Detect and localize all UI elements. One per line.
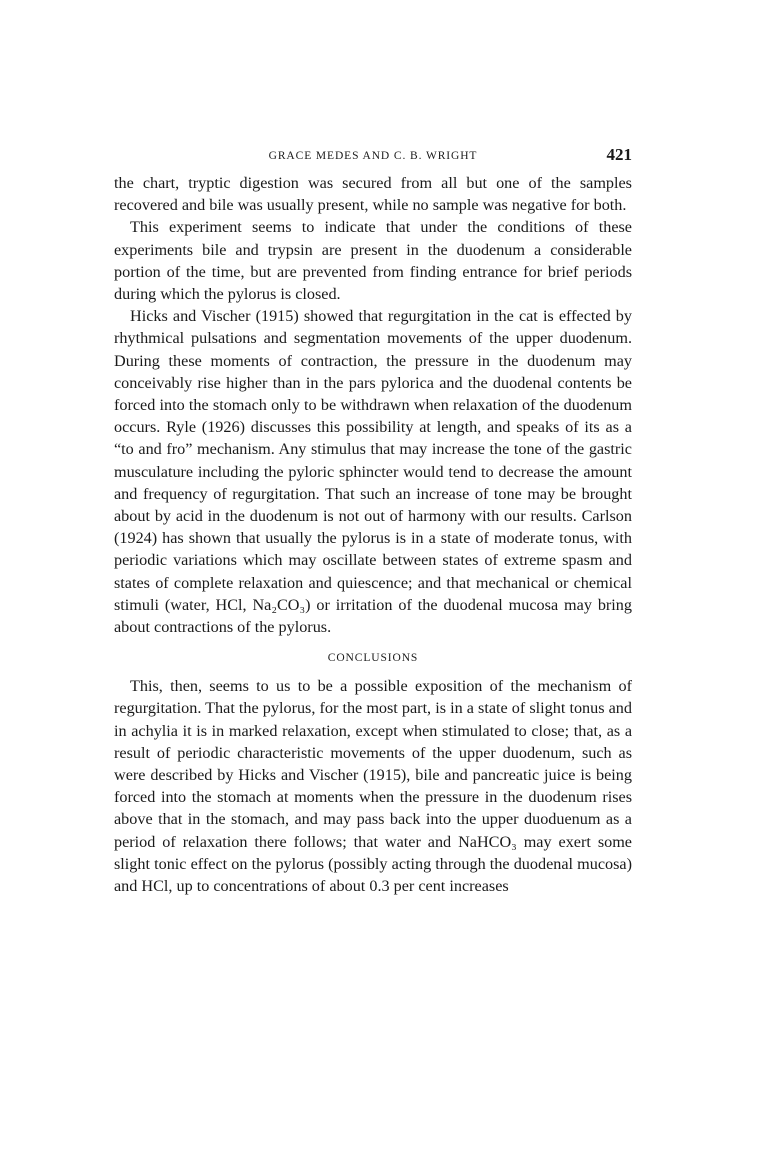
- paragraph-conclusions: This, then, seems to us to be a possible exposition of the mechanism of regurgitation. That the pylorus, for the most part, is in a state of slight tonus and in achylia it is in marked relaxation, except when stimulated to close; that, as a result of periodic characteristic movements of the upper duodenum, such as were described by Hicks and Vischer (1915), bile and pancreatic juice is being forced into the stomach at moments when the pressure in the duodenum rises above that in the stomach, and may pass back into the upper duoduenum as a period of relaxation there follows; that water and NaHCO₃ may exert some slight tonic effect on the pylorus (possibly acting through the duodenal mucosa) and HCl, up to concentrations of about 0.3 per cent increases: [114, 677, 632, 896]
- body-text: [114, 172, 632, 897]
- paragraph-regurgitation: Hicks and Vischer (1915) showed that regurgitation in the cat is effected by rhythmical pulsations and segmentation movements of the upper duodenum. During these moments of contraction, the pressure in the duodenum may conceivably rise higher than in the pars pylorica and the duodenal contents be forced into the stomach only to be withdrawn when relaxation of the duodenum occurs. Ryle (1926) discusses this possibility at length, and speaks of its as a “to and fro” mechanism. Any stimulus that may increase the tone of the gastric musculature including the pyloric sphincter would tend to decrease the amount and frequency of regurgitation. That such an increase of tone may be brought about by acid in the duodenum is not out of harmony with our results. Carlson (1924) has shown that usually the pylorus is in a state of moderate tonus, with periodic variations which may oscillate between states of extreme spasm and states of complete relaxation and quiescence; and that mechanical or chemical stimuli (water, HCl, Na₂CO₃) or irritation of the duodenal mucosa may bring about contractions of the pylorus.: [114, 307, 632, 637]
- paragraph-continuation: the chart, tryptic digestion was secured from all but one of the samples recovered and bile was usually present, while no sample was negative for both.: [114, 174, 632, 215]
- running-head-authors: GRACE MEDES AND C. B. WRIGHT: [268, 150, 478, 162]
- running-head: [114, 140, 632, 172]
- page-number: 421: [606, 145, 632, 164]
- section-heading-conclusions: CONCLUSIONS: [327, 652, 419, 665]
- paragraph-experiment: This experiment seems to indicate that under the conditions of these experiments bile and trypsin are present in the duodenum a considerable portion of the time, but are prevented from finding entrance for brief periods during which the pylorus is closed.: [114, 218, 632, 304]
- journal-page: [114, 140, 632, 897]
